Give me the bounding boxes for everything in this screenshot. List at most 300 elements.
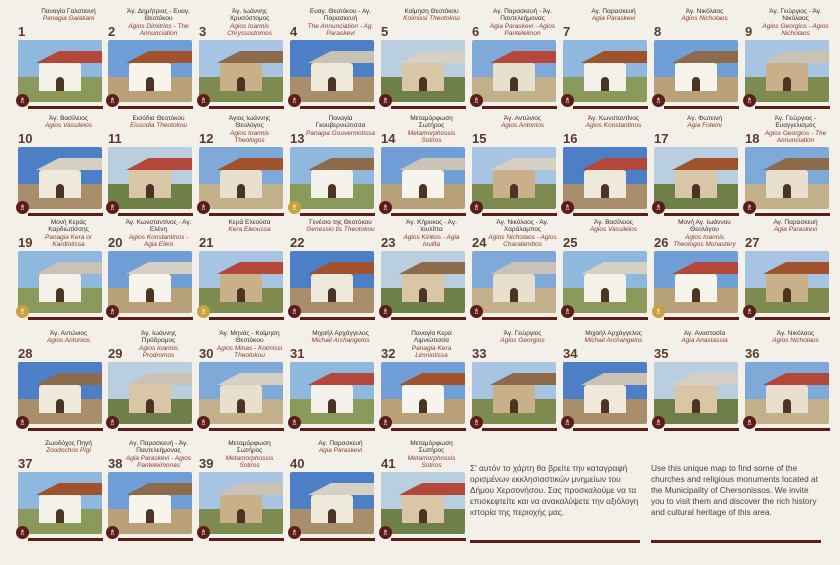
- church-number: 11: [108, 131, 122, 146]
- church-photo: [199, 251, 283, 313]
- church-title: [124, 115, 193, 130]
- church-card-10: [14, 115, 105, 225]
- church-number: 29: [108, 346, 123, 361]
- church-number: 4: [290, 24, 298, 39]
- church-name-greek: Μεταμόρφωση Σωτήρος: [410, 440, 453, 455]
- church-photo: [472, 40, 556, 102]
- church-name-latin: Agios Nicholaos: [681, 15, 728, 23]
- church-name-greek: Μιχαήλ Αρχάγγελος: [312, 330, 369, 337]
- church-name-greek: Αγ. Παρασκευή: [591, 8, 636, 15]
- church-photo: [654, 40, 738, 102]
- church-title: [215, 330, 284, 359]
- church-photo: [108, 251, 192, 313]
- church-photo: [199, 40, 283, 102]
- church-card-36: [741, 330, 832, 440]
- church-icon: ♗: [379, 94, 392, 107]
- church-name-latin: Agia Paraskevi - Agios Panteleimonas: [125, 454, 192, 469]
- card-divider: [28, 213, 103, 216]
- church-icon: ♗: [16, 94, 29, 107]
- church-photo: [199, 362, 283, 424]
- card-divider: [28, 317, 103, 320]
- church-number: 20: [108, 235, 123, 250]
- church-title: [761, 8, 830, 37]
- church-number: 35: [654, 346, 669, 361]
- card-divider: [755, 317, 830, 320]
- church-photo: [18, 362, 102, 424]
- church-card-23: [377, 219, 468, 329]
- church-photo: [108, 147, 192, 209]
- church-title: [306, 115, 375, 137]
- church-photo: [290, 251, 374, 313]
- church-card-4: [286, 8, 377, 118]
- church-title: [488, 8, 557, 37]
- church-icon: ♗: [561, 305, 574, 318]
- church-name-latin: Metamorphossis Sotiros: [407, 129, 456, 144]
- church-title: [215, 115, 284, 144]
- church-icon: ♗: [379, 526, 392, 539]
- church-photo: [472, 362, 556, 424]
- church-icon: ♗: [106, 416, 119, 429]
- church-photo: [563, 251, 647, 313]
- church-card-17: [650, 115, 741, 225]
- church-number: 16: [563, 131, 578, 146]
- church-photo: [18, 147, 102, 209]
- church-name-greek: Ζωοδόχος Πηγή: [45, 440, 92, 447]
- church-icon: ♗: [288, 526, 301, 539]
- card-divider: [573, 106, 648, 109]
- church-name-latin: Panagia Kera Limniotissa: [411, 344, 452, 359]
- church-name-greek: Μονή Κεράς Καρδιωτίσσης: [48, 219, 89, 234]
- church-photo: [199, 147, 283, 209]
- card-divider: [482, 428, 557, 431]
- card-divider: [28, 538, 103, 541]
- church-card-30: [195, 330, 286, 440]
- card-divider: [118, 106, 193, 109]
- church-title: [397, 219, 466, 248]
- church-name-latin: The Annunciation - Ag. Paraskevi: [307, 22, 374, 37]
- card-divider: [664, 106, 739, 109]
- church-name-latin: Panagia Galatiani: [42, 15, 95, 23]
- church-title: [397, 440, 466, 469]
- church-name-greek: Γενέσιο της Θεοτόκου: [309, 219, 372, 226]
- card-divider: [209, 106, 284, 109]
- card-divider: [573, 317, 648, 320]
- card-divider: [391, 538, 466, 541]
- church-title: [579, 115, 648, 130]
- church-title: [579, 330, 648, 345]
- church-title: [124, 8, 193, 37]
- church-icon: ♗: [288, 416, 301, 429]
- church-name-latin: Kera Eleoussa: [228, 226, 271, 234]
- church-card-16: [559, 115, 650, 225]
- church-icon: ♗: [561, 416, 574, 429]
- church-name-greek: Κερά Ελεούσα: [228, 219, 271, 226]
- church-title: [397, 115, 466, 144]
- church-name-greek: Μεταμόρφωση Σωτήρος: [228, 440, 271, 455]
- church-icon: ♗: [197, 526, 210, 539]
- monastery-icon: ♗: [16, 305, 29, 318]
- card-divider: [300, 538, 375, 541]
- church-title: [670, 8, 739, 23]
- church-name-latin: Agios Ioannis Prodromos: [138, 344, 179, 359]
- church-number: 12: [199, 131, 214, 146]
- church-icon: ♗: [106, 526, 119, 539]
- church-name-greek: Εισόδια Θεοτόκου: [132, 115, 185, 122]
- card-divider: [28, 428, 103, 431]
- church-icon: ♗: [106, 94, 119, 107]
- church-title: [215, 8, 284, 37]
- church-photo: [381, 472, 465, 534]
- church-card-18: [741, 115, 832, 225]
- church-number: 41: [381, 456, 396, 471]
- card-divider: [755, 213, 830, 216]
- church-name-latin: Agia Paraskevi - Agios Panteleimon: [489, 22, 556, 37]
- church-number: 10: [18, 131, 33, 146]
- church-card-22: [286, 219, 377, 329]
- church-photo: [290, 362, 374, 424]
- church-name-latin: Agios Dimitrios - The Annunciation: [128, 22, 189, 37]
- card-divider: [118, 538, 193, 541]
- church-photo: [745, 40, 829, 102]
- church-title: [215, 219, 284, 234]
- church-number: 38: [108, 456, 123, 471]
- monastery-icon: ♗: [288, 201, 301, 214]
- church-number: 3: [199, 24, 207, 39]
- church-icon: ♗: [743, 305, 756, 318]
- card-divider: [482, 213, 557, 216]
- church-icon: ♗: [16, 416, 29, 429]
- church-name-greek: Αγ. Παρασκευή - Άγ. Παντελεήμονας: [492, 8, 552, 23]
- church-card-38: [104, 440, 195, 550]
- church-name-latin: Agia Paraskevi: [773, 226, 818, 234]
- church-card-40: [286, 440, 377, 550]
- church-number: 14: [381, 131, 396, 146]
- church-name-latin: Agios Georgios - Agios Nicholaos: [762, 22, 829, 37]
- church-number: 27: [745, 235, 760, 250]
- church-icon: ♗: [561, 201, 574, 214]
- church-name-greek: Άγ. Αντώνιος: [49, 330, 88, 337]
- church-photo: [108, 472, 192, 534]
- card-divider: [573, 428, 648, 431]
- church-number: 18: [745, 131, 760, 146]
- church-name-latin: Agios Nicholaos - Agios Charalambos: [488, 233, 557, 248]
- card-divider: [391, 213, 466, 216]
- card-divider: [300, 428, 375, 431]
- church-card-32: [377, 330, 468, 440]
- church-photo: [745, 251, 829, 313]
- church-name-greek: Αγ. Παρασκευή: [773, 219, 818, 226]
- church-card-1: [14, 8, 105, 118]
- church-name-greek: Παναγία Γκουβερνιώτισσα: [315, 115, 366, 130]
- card-divider: [209, 428, 284, 431]
- card-divider: [209, 213, 284, 216]
- church-photo: [654, 251, 738, 313]
- church-name-latin: Agios Antonios: [46, 337, 91, 345]
- church-number: 24: [472, 235, 487, 250]
- church-card-8: [650, 8, 741, 118]
- church-name-greek: Άγ. Νικόλαος: [685, 8, 724, 15]
- church-card-25: [559, 219, 650, 329]
- card-divider: [391, 428, 466, 431]
- card-divider: [300, 106, 375, 109]
- church-number: 33: [472, 346, 487, 361]
- church-title: [306, 219, 375, 234]
- monastery-icon: ♗: [197, 305, 210, 318]
- church-name-greek: Μεταμόρφωση Σωτήρος: [410, 115, 453, 130]
- church-number: 31: [290, 346, 305, 361]
- church-number: 23: [381, 235, 396, 250]
- church-title: [579, 8, 648, 23]
- church-card-2: [104, 8, 195, 118]
- card-divider: [118, 317, 193, 320]
- church-name-greek: Παναγία Κερά Λιμνιώτισσα: [411, 330, 452, 345]
- card-divider: [209, 317, 284, 320]
- church-card-14: [377, 115, 468, 225]
- church-title: [488, 219, 557, 248]
- church-card-19: [14, 219, 105, 329]
- church-title: [761, 330, 830, 345]
- church-icon: ♗: [652, 416, 665, 429]
- church-card-39: [195, 440, 286, 550]
- church-icon: ♗: [743, 94, 756, 107]
- church-name-greek: Αγ. Παρασκευή - Άγ. Παντελεήμονας: [128, 440, 188, 455]
- church-name-latin: Agios Konstantinos - Agia Eleni: [128, 233, 189, 248]
- card-divider: [300, 317, 375, 320]
- church-name-greek: Αγ. Αναστασία: [683, 330, 726, 337]
- church-name-greek: Άγ. Βασίλειος: [594, 219, 633, 226]
- church-photo: [381, 251, 465, 313]
- church-icon: ♗: [288, 305, 301, 318]
- church-title: [34, 219, 103, 248]
- church-title: [761, 115, 830, 144]
- church-name-greek: Άγ. Κωνσταντίνος: [587, 115, 640, 122]
- church-name-greek: Άγ. Αντώνιος: [503, 115, 542, 122]
- church-number: 8: [654, 24, 662, 39]
- church-number: 13: [290, 131, 305, 146]
- card-divider: [664, 317, 739, 320]
- church-name-greek: Αγ. Φωτεινή: [686, 115, 723, 122]
- church-photo: [745, 362, 829, 424]
- church-name-latin: Michail Archangelos: [584, 337, 643, 345]
- church-name-latin: Metamorphossis Sotiros: [225, 454, 274, 469]
- church-number: 1: [18, 24, 26, 39]
- church-name-greek: Άγ. Βασίλειος: [49, 115, 88, 122]
- church-card-11: [104, 115, 195, 225]
- church-name-latin: Panagia Gouverniotissa: [306, 129, 376, 137]
- church-photo: [381, 362, 465, 424]
- church-card-12: [195, 115, 286, 225]
- church-title: [34, 330, 103, 345]
- church-card-41: [377, 440, 468, 550]
- church-name-greek: Αγ. Παρασκευή: [318, 440, 363, 447]
- church-number: 28: [18, 346, 33, 361]
- church-icon: ♗: [16, 201, 29, 214]
- church-icon: ♗: [470, 416, 483, 429]
- church-photo: [654, 147, 738, 209]
- church-icon: ♗: [652, 94, 665, 107]
- church-number: 9: [745, 24, 753, 39]
- church-icon: ♗: [197, 94, 210, 107]
- church-icon: ♗: [106, 305, 119, 318]
- church-name-greek: Άγ. Γεώργιος - Ευαγγελισμός: [774, 115, 817, 130]
- card-divider: [391, 106, 466, 109]
- church-icon: ♗: [470, 94, 483, 107]
- church-icon: ♗: [743, 201, 756, 214]
- church-title: [124, 219, 193, 248]
- church-card-33: [468, 330, 559, 440]
- church-icon: ♗: [470, 201, 483, 214]
- church-photo: [290, 472, 374, 534]
- church-photo: [472, 147, 556, 209]
- church-name-latin: Agios Vassileios: [44, 122, 93, 130]
- church-name-latin: Eissodia Theotokou: [129, 122, 188, 130]
- church-card-27: [741, 219, 832, 329]
- church-number: 5: [381, 24, 389, 39]
- church-name-latin: Agios Vassileios: [589, 226, 638, 234]
- church-card-20: [104, 219, 195, 329]
- church-number: 34: [563, 346, 578, 361]
- church-title: [34, 115, 103, 130]
- church-name-latin: Agios Georgios: [500, 337, 545, 345]
- church-name-latin: Agia Paraskevi: [318, 447, 363, 455]
- church-name-latin: Genessio tis Theotokou: [306, 226, 375, 234]
- church-number: 25: [563, 235, 578, 250]
- church-title: [124, 440, 193, 469]
- church-icon: ♗: [379, 305, 392, 318]
- church-name-latin: Agios Nicholaos: [772, 337, 819, 345]
- church-number: 37: [18, 456, 33, 471]
- church-name-greek: Άγ. Γεώργιος - Άγ. Νικόλαος: [769, 8, 822, 23]
- church-photo: [563, 147, 647, 209]
- church-title: [670, 330, 739, 345]
- church-photo: [381, 40, 465, 102]
- church-name-latin: Agios Konstantinos: [585, 122, 642, 130]
- card-divider: [573, 213, 648, 216]
- church-name-greek: Άγ. Νικόλαος: [776, 330, 815, 337]
- church-icon: ♗: [106, 201, 119, 214]
- church-name-greek: Άγ. Μηνάς - Κοίμηση Θεοτόκου: [219, 330, 280, 345]
- card-divider: [300, 213, 375, 216]
- church-title: [670, 219, 739, 248]
- church-name-latin: Panagia Kera or Kardiotissa: [45, 233, 92, 248]
- church-icon: ♗: [288, 94, 301, 107]
- church-title: [306, 330, 375, 345]
- church-number: 32: [381, 346, 396, 361]
- church-number: 2: [108, 24, 116, 39]
- monastery-icon: ♗: [652, 305, 665, 318]
- church-name-greek: Μονή Αγ. Ιωάννου Θεολόγου: [678, 219, 731, 234]
- church-name-greek: Άγ. Ιωάννης Χρυσόστομος: [229, 8, 270, 23]
- church-icon: ♗: [743, 416, 756, 429]
- church-name-latin: Agios Ioannis Chryssostomos: [227, 22, 272, 37]
- church-card-5: [377, 8, 468, 118]
- church-number: 40: [290, 456, 305, 471]
- card-divider: [664, 213, 739, 216]
- church-icon: ♗: [652, 201, 665, 214]
- church-name-latin: Agios Georgios - The Annunciation: [764, 129, 827, 144]
- church-name-latin: Zoodochos Pigi: [46, 447, 91, 455]
- church-photo: [108, 362, 192, 424]
- church-photo: [18, 251, 102, 313]
- church-card-34: [559, 330, 650, 440]
- card-divider: [391, 317, 466, 320]
- church-name-greek: Άγ. Ιωάννης Πρόδρομος: [141, 330, 176, 345]
- church-name-latin: Agios Minas - Koimissi Theotokou: [216, 344, 283, 359]
- church-card-28: [14, 330, 105, 440]
- church-photo: [108, 40, 192, 102]
- intro-divider-greek: [470, 540, 640, 543]
- church-name-greek: Άγ. Γεώργιος: [503, 330, 542, 337]
- intro-text-english: Use this unique map to find some of the churches and religious monuments located at the Municipality of Chersonissos. We invite you to visit them and discover the rich history and cultural heritage of this area.: [651, 463, 818, 517]
- church-icon: ♗: [197, 201, 210, 214]
- church-name-greek: Άγιος Ιωάννης Θεολόγος: [228, 115, 271, 130]
- church-card-15: [468, 115, 559, 225]
- church-card-3: [195, 8, 286, 118]
- church-name-greek: Μιχαήλ Αρχάγγελος: [585, 330, 642, 337]
- church-photo: [472, 251, 556, 313]
- church-title: [215, 440, 284, 469]
- church-card-7: [559, 8, 650, 118]
- church-number: 6: [472, 24, 480, 39]
- church-title: [397, 8, 466, 23]
- church-card-13: [286, 115, 377, 225]
- church-title: [579, 219, 648, 234]
- church-card-9: [741, 8, 832, 118]
- church-name-latin: Agia Foteini: [687, 122, 722, 130]
- church-number: 22: [290, 235, 305, 250]
- church-photo: [290, 40, 374, 102]
- church-icon: ♗: [561, 94, 574, 107]
- church-photo: [290, 147, 374, 209]
- church-name-greek: Άγ. Δημήτριος - Ευαγ. Θεοτόκου: [127, 8, 190, 23]
- church-name-greek: Άγ. Κωνσταντίνος - Αγ. Ελένη: [125, 219, 192, 234]
- church-name-latin: Agios Ioannis Theologos Monastery: [673, 233, 736, 248]
- church-title: [397, 330, 466, 359]
- church-number: 36: [745, 346, 760, 361]
- church-name-latin: Agios Kirikos - Agia Ioulita: [403, 233, 460, 248]
- church-name-latin: Agia Paraskevi: [591, 15, 636, 23]
- church-card-37: [14, 440, 105, 550]
- church-photo: [381, 147, 465, 209]
- card-divider: [209, 538, 284, 541]
- church-number: 39: [199, 456, 214, 471]
- intro-divider-english: [651, 540, 821, 543]
- church-card-21: [195, 219, 286, 329]
- church-icon: ♗: [470, 305, 483, 318]
- church-name-greek: Άγ. Κήρυκος - Αγ. Ιουλίττα: [406, 219, 457, 234]
- church-name-greek: Παναγία Γαλατιανή: [41, 8, 96, 15]
- church-number: 30: [199, 346, 214, 361]
- church-number: 19: [18, 235, 33, 250]
- church-card-24: [468, 219, 559, 329]
- church-icon: ♗: [16, 526, 29, 539]
- church-photo: [199, 472, 283, 534]
- church-icon: ♗: [197, 416, 210, 429]
- church-photo: [18, 40, 102, 102]
- card-divider: [28, 106, 103, 109]
- card-divider: [118, 428, 193, 431]
- church-title: [306, 440, 375, 455]
- church-title: [124, 330, 193, 359]
- church-icon: ♗: [379, 416, 392, 429]
- church-photo: [654, 362, 738, 424]
- church-card-29: [104, 330, 195, 440]
- church-name-latin: Agia Anastassia: [681, 337, 728, 345]
- intro-text-greek: Σ' αυτόν το χάρτη θα βρείτε την καταγραφή ορισμένων εκκλησιαστικών μνημείων του Δήμου Χερσονήσου. Σας προσκαλούμε να τα επισκεφτείτε και να ανακαλύψετε την αξιόλογη ιστορία της περιοχής μας.: [470, 463, 639, 517]
- church-card-26: [650, 219, 741, 329]
- church-title: [306, 8, 375, 37]
- church-title: [34, 8, 103, 23]
